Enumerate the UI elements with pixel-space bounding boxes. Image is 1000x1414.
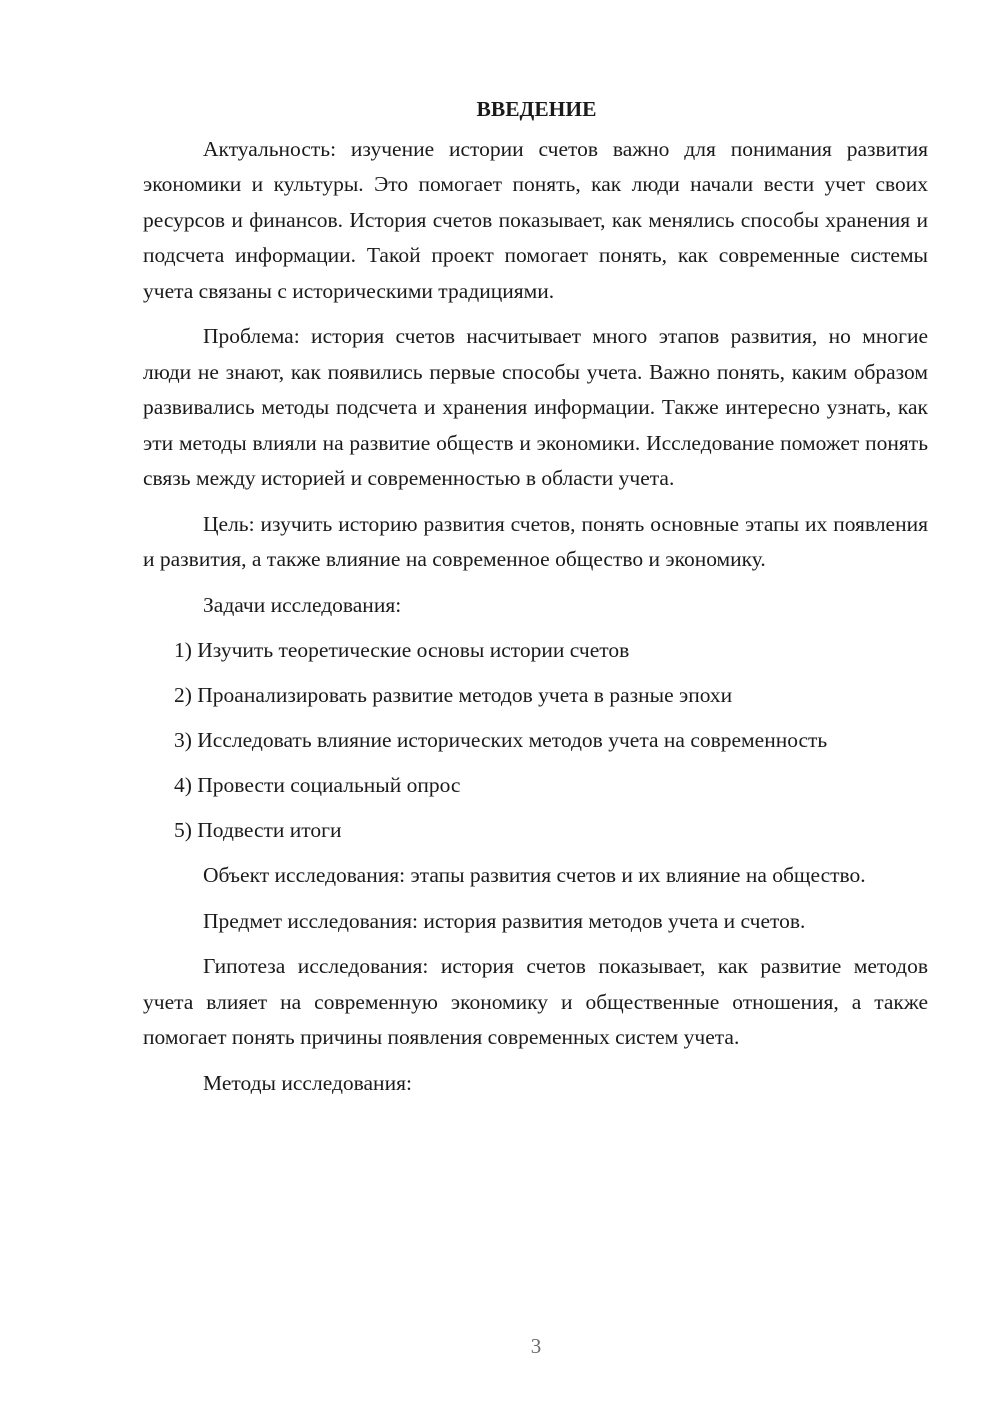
paragraph-problem: Проблема: история счетов насчитывает много этапов развития, но многие люди не знают, как появились первые способы учета. Важно понять, каким образом развивались методы подсчета и хранения информации. Также интересно узнать, как эти методы влияли на развитие обществ и экономики. Исследование поможет понять связь между историей и современностью в области учета. xyxy=(143,324,928,490)
document-page xyxy=(143,92,928,1111)
methods-label: Методы исследования: xyxy=(203,1070,412,1095)
list-item: 5) Подвести итоги xyxy=(174,818,342,842)
list-item: 4) Провести социальный опрос xyxy=(174,773,461,797)
tasks-label: Задачи исследования: xyxy=(203,592,402,617)
list-item: 1) Изучить теоретические основы истории счетов xyxy=(174,638,630,662)
list-item: 2) Проанализировать развитие методов учета в разные эпохи xyxy=(174,683,733,707)
tasks-list xyxy=(143,633,928,849)
paragraph-subject: Предмет исследования: история развития методов учета и счетов. xyxy=(203,908,806,933)
page-number: 3 xyxy=(530,1334,542,1358)
paragraph-hypothesis: Гипотеза исследования: история счетов показывает, как развитие методов учета влияет на современную экономику и общественные отношения, а также помогает понять причины появления современных систем учета. xyxy=(143,954,928,1049)
paragraph-relevance: Актуальность: изучение истории счетов важно для понимания развития экономики и культуры. Это помогает понять, как люди начали вести учет своих ресурсов и финансов. История счетов показывает, как менялись способы хранения и подсчета информации. Такой проект помогает понять, как современные системы учета связаны с историческими традициями. xyxy=(143,136,928,303)
paragraph-object: Объект исследования: этапы развития счетов и их влияние на общество. xyxy=(203,863,866,887)
section-heading: ВВЕДЕНИЕ xyxy=(476,97,597,121)
paragraph-goal: Цель: изучить историю развития счетов, понять основные этапы их появления и развития, а также влияние на современное общество и экономику. xyxy=(143,511,928,571)
list-item: 3) Исследовать влияние исторических методов учета на современность xyxy=(174,728,828,752)
